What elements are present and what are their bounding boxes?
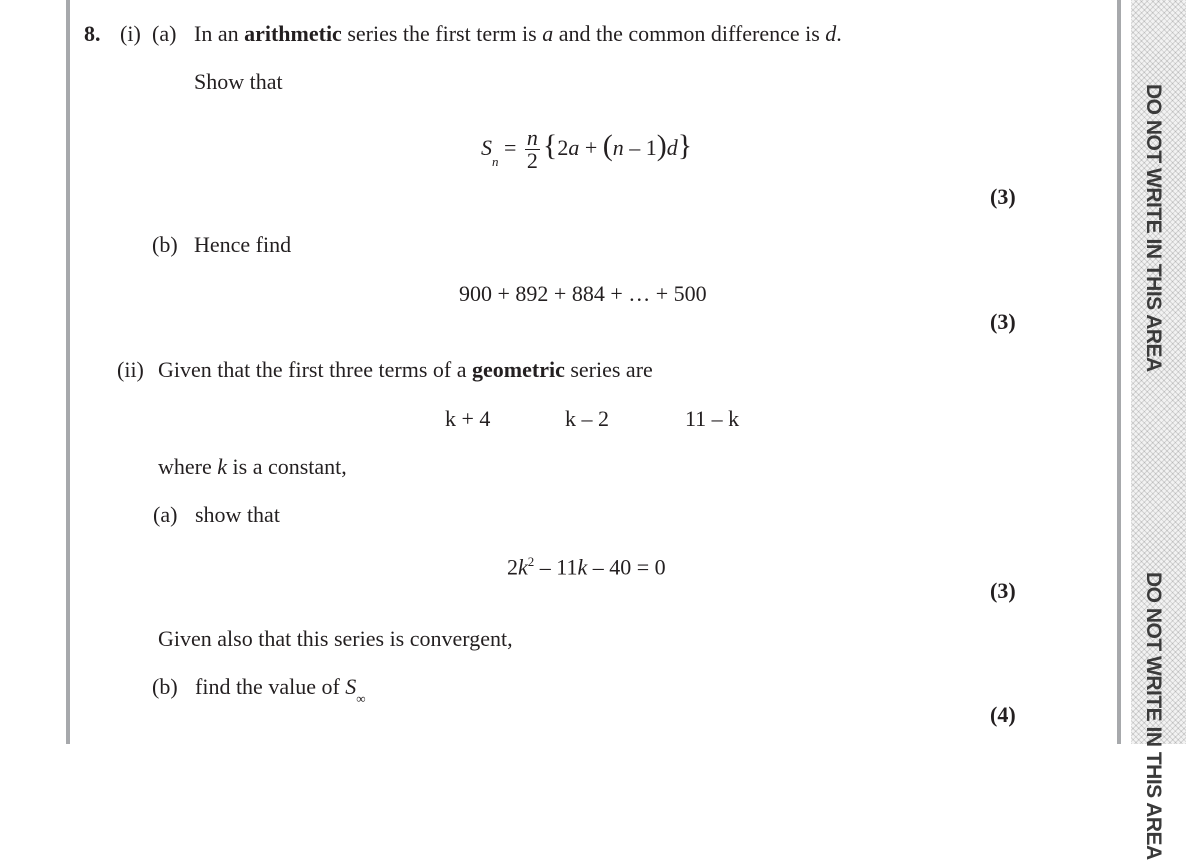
show-that-text: Show that: [194, 69, 283, 94]
term-2: k – 2: [565, 406, 609, 431]
left-border: [66, 0, 70, 744]
mark-ib: (3): [990, 309, 1016, 334]
part-ib-label: (b): [152, 232, 178, 257]
geometric-intro: Given that the first three terms of a geometric series are: [158, 357, 653, 382]
term-3: 11 – k: [685, 406, 740, 431]
term-1: k + 4: [445, 406, 491, 431]
show-that-lower: show that: [195, 502, 280, 527]
part-i-label: (i): [120, 21, 141, 46]
sn-formula: $S_n$ = $\frac{n}{2}$ {2a + (n – 1)d}: [481, 125, 693, 174]
question-number: 8.: [84, 21, 101, 46]
margin-warning-1: DO NOT WRITE IN THIS AREA: [1142, 84, 1165, 372]
mark-ia: (3): [990, 184, 1016, 209]
hence-find-text: Hence find: [194, 232, 292, 257]
right-border: [1117, 0, 1121, 744]
part-iib-label: (b): [152, 674, 178, 699]
part-iia-label: (a): [153, 502, 178, 527]
quadratic-equation: $2k^2 - 11k - 40 = 0$: [507, 554, 666, 580]
where-k-constant: where k is a constant,: [158, 454, 347, 479]
mark-iia: (3): [990, 578, 1016, 603]
margin-warning-2: DO NOT WRITE IN THIS AREA: [1142, 572, 1165, 860]
given-also-text: Given also that this series is convergent,: [158, 626, 513, 651]
part-ii-label: (ii): [117, 357, 144, 382]
part-ia-label: (a): [152, 21, 177, 46]
sum-expression: 900 + 892 + 884 + … + 500: [459, 281, 707, 306]
arithmetic-intro: In an arithmetic series the first term is a and the common difference is d.: [194, 21, 842, 46]
mark-iib: (4): [990, 702, 1016, 727]
find-value-text: find the value of $S_\infty$: [195, 674, 366, 707]
